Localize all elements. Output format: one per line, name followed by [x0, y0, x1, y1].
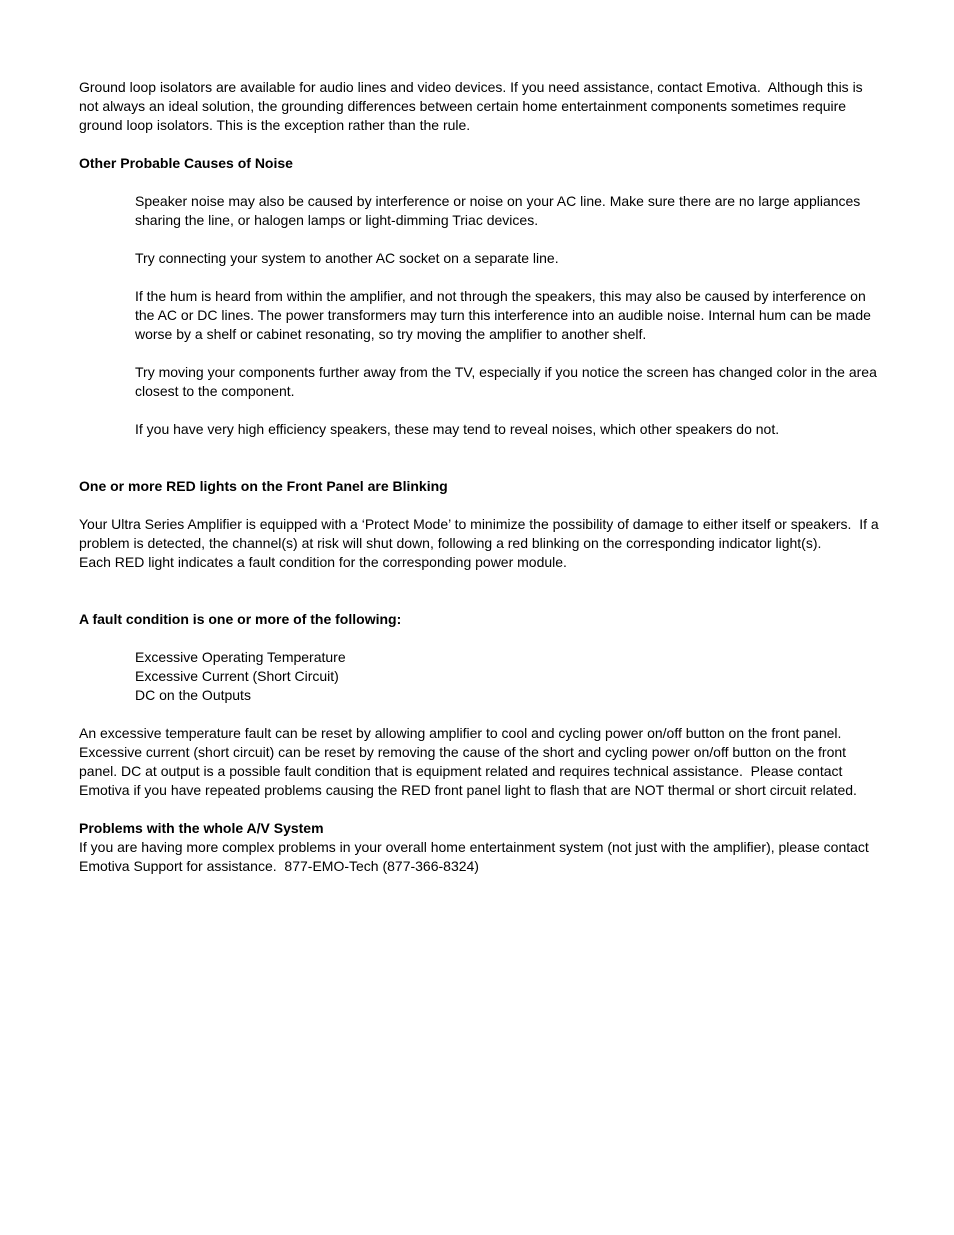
noise-paragraphs: [79, 192, 879, 439]
red-lights-paragraph: Your Ultra Series Amplifier is equipped with a ‘Protect Mode’ to minimize the possibility of damage to either itself or speakers. If a problem is detected, the channel(s) at risk will shut down, following a red blinking on the corresponding indicator light(s).: [79, 516, 883, 551]
fault-item: DC on the Outputs: [135, 687, 251, 703]
av-heading: Problems with the whole A/V System: [79, 820, 324, 836]
noise-paragraph: If you have very high efficiency speakers, these may tend to reveal noises, which other speakers do not.: [135, 421, 780, 437]
fault-item: Excessive Operating Temperature: [135, 649, 346, 665]
document-page: [79, 78, 883, 876]
noise-heading: Other Probable Causes of Noise: [79, 155, 293, 171]
intro-paragraph: Ground loop isolators are available for audio lines and video devices. If you need assistance, contact Emotiva. Although this is not always an ideal solution, the grounding differences between certain home entertainment components sometimes require ground loop isolators. This is the exception rather than the rule.: [79, 79, 867, 133]
fault-heading: A fault condition is one or more of the following:: [79, 611, 402, 627]
noise-paragraph: If the hum is heard from within the amplifier, and not through the speakers, this may also be caused by interference on the AC or DC lines. The power transformers may turn this interference into an audible noise. Internal hum can be made worse by a shelf or cabinet resonating, so try moving the amplifier to another shelf.: [135, 288, 875, 342]
av-paragraph: If you are having more complex problems in your overall home entertainment system (not just with the amplifier), please contact Emotiva Support for assistance. 877-EMO-Tech (877-366-8324): [79, 839, 873, 874]
fault-list: [79, 648, 879, 705]
noise-paragraph: Try connecting your system to another AC socket on a separate line.: [135, 250, 559, 266]
red-lights-heading: One or more RED lights on the Front Panel are Blinking: [79, 478, 448, 494]
fault-item: Excessive Current (Short Circuit): [135, 668, 339, 684]
noise-paragraph: Speaker noise may also be caused by interference or noise on your AC line. Make sure there are no large appliances sharing the line, or halogen lamps or light-dimming Triac devices.: [135, 193, 865, 228]
fault-paragraph: An excessive temperature fault can be reset by allowing amplifier to cool and cycling power on/off button on the front panel. Excessive current (short circuit) can be reset by removing the cause of the short and cycling power on/off button on the front panel. DC at output is a possible fault condition that is equipment related and requires technical assistance. Please contact Emotiva if you have repeated problems causing the RED front panel light to flash that are NOT thermal or short circuit related.: [79, 725, 857, 798]
red-lights-paragraph: Each RED light indicates a fault condition for the corresponding power module.: [79, 554, 567, 570]
noise-paragraph: Try moving your components further away from the TV, especially if you notice the screen has changed color in the area closest to the component.: [135, 364, 881, 399]
